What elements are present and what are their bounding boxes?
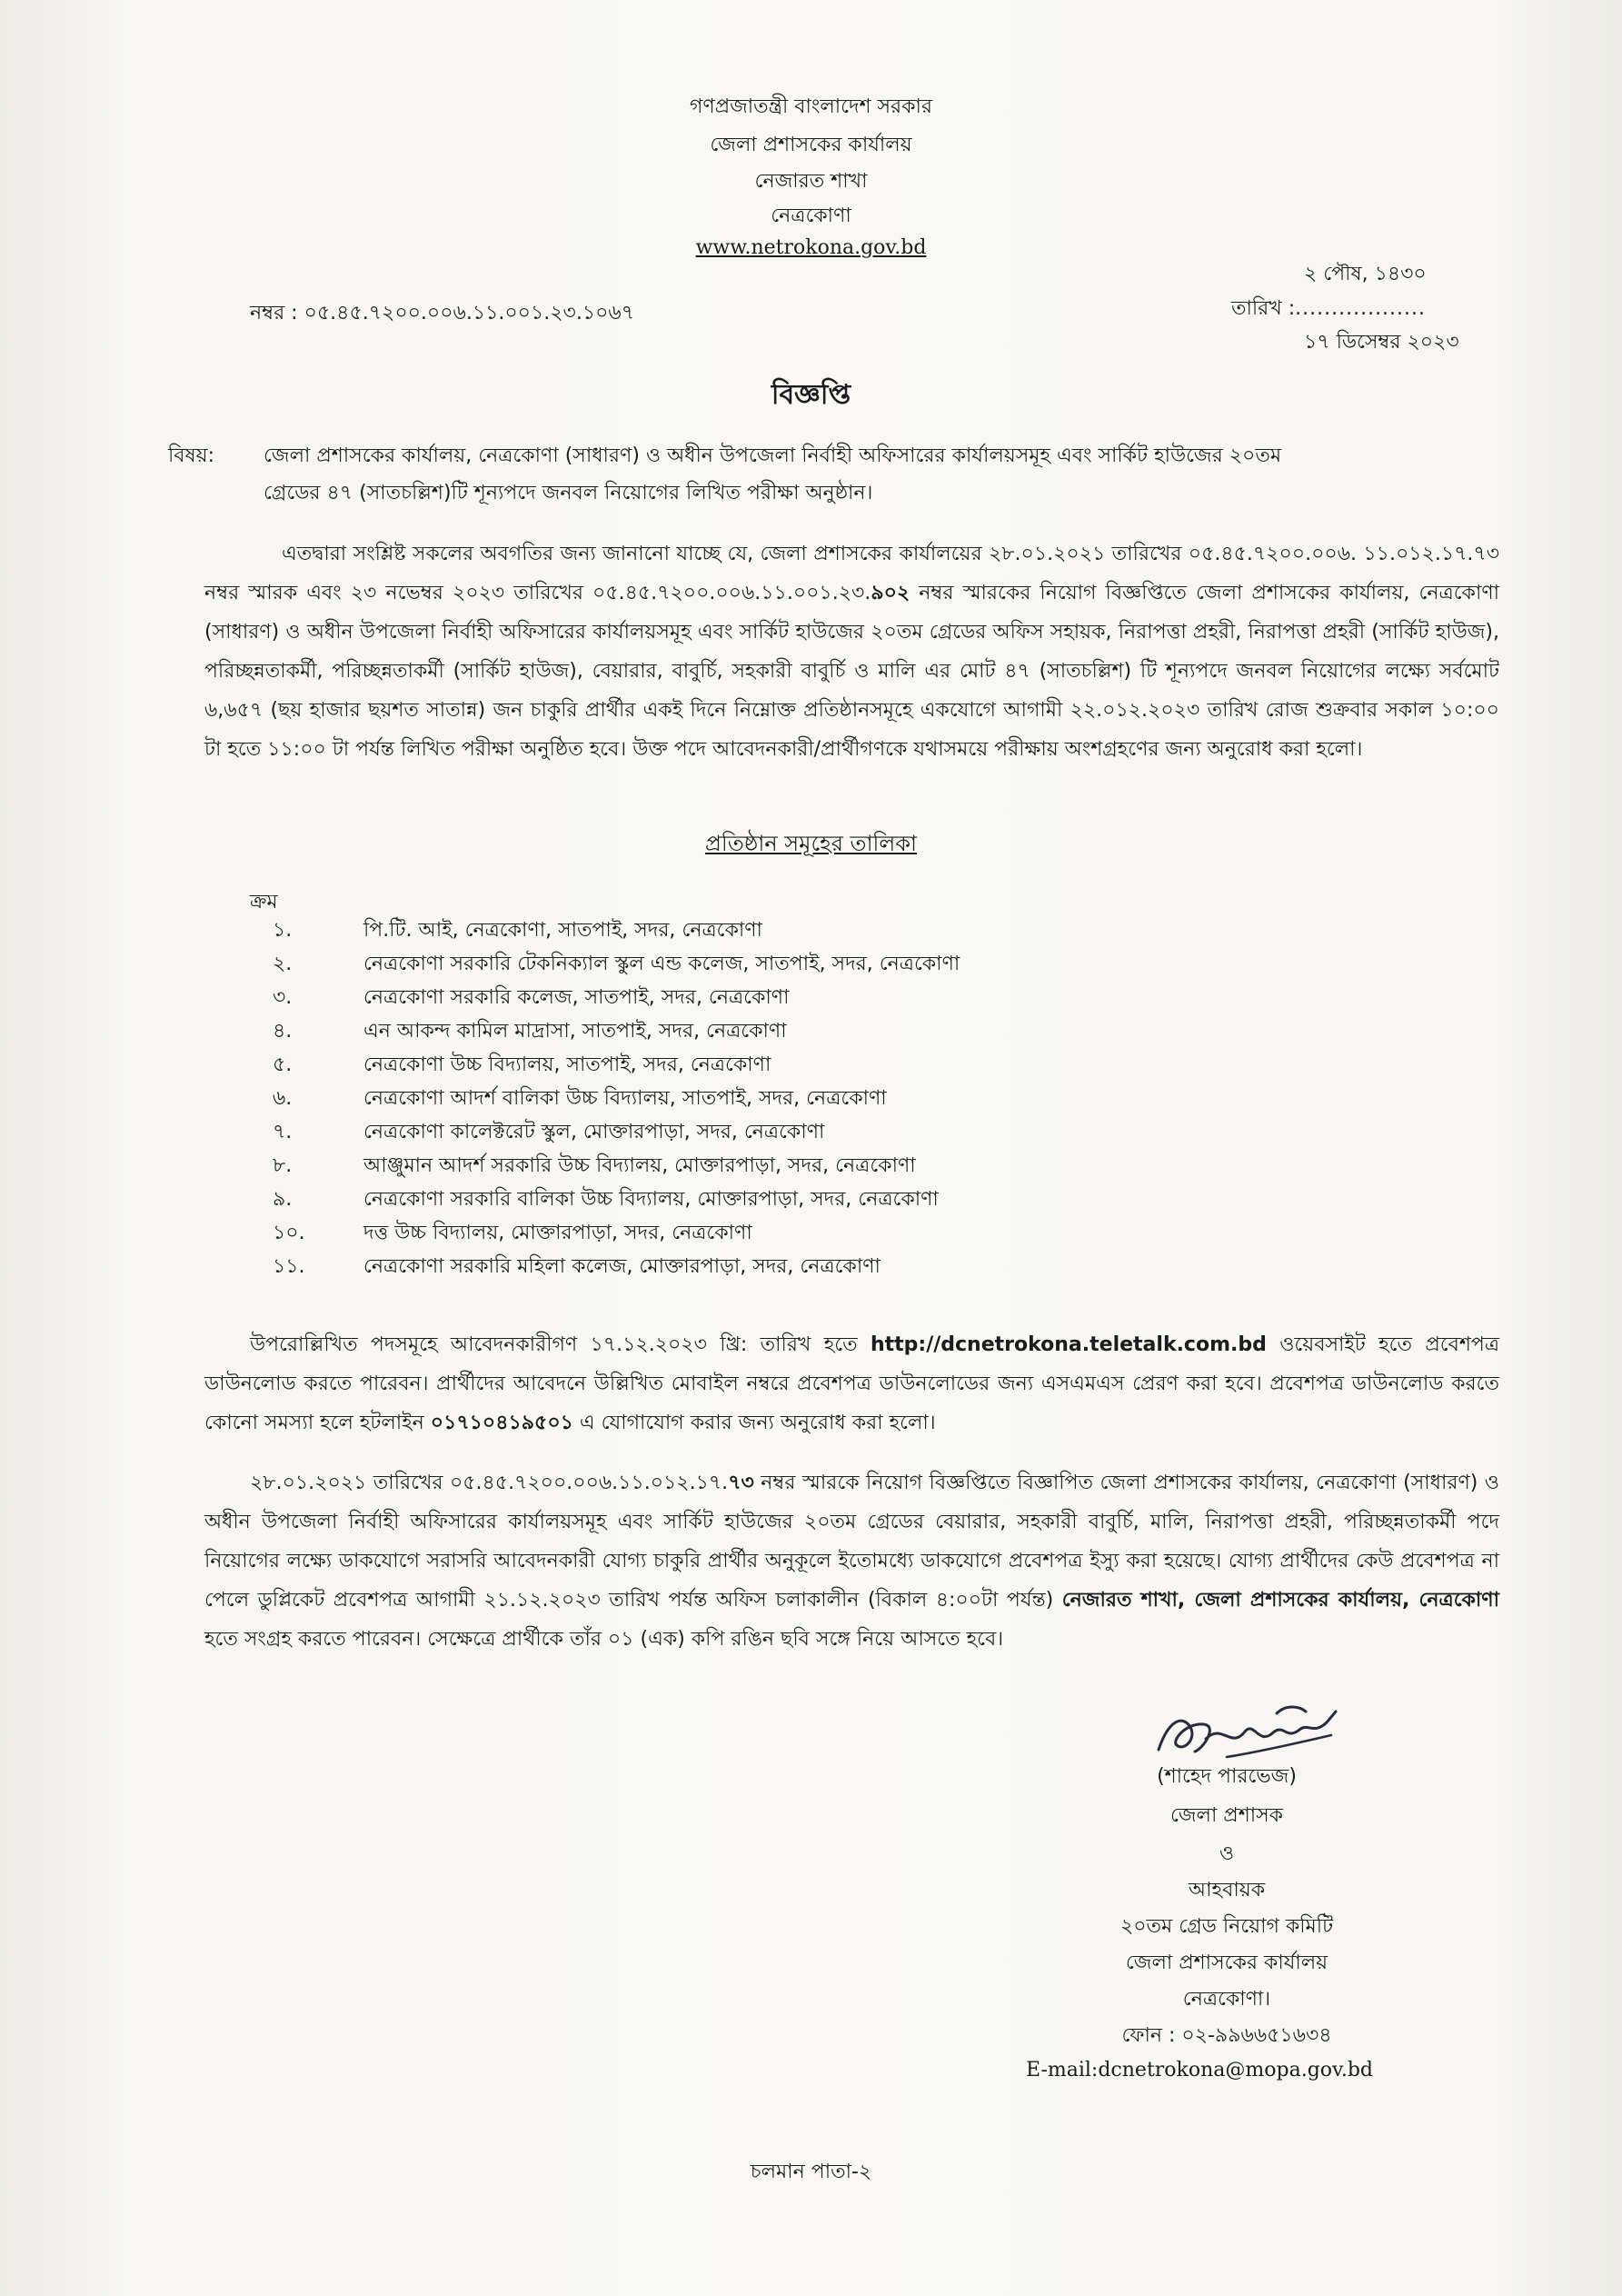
page-title: বিজ্ঞপ্তি: [771, 379, 851, 411]
list-item: ১১. নেত্রকোণা সরকারি মহিলা কলেজ, মোক্তারপাড়া, সদর, নেত্রকোণা: [273, 1255, 881, 1278]
signatory-phone: ফোন : ০২-৯৯৬৬৫১৬৩৪: [1121, 2024, 1332, 2047]
subject-line-1: জেলা প্রশাসকের কার্যালয়, নেত্রকোণা (সাধারণ) ও অধীন উপজেলা নির্বাহী অফিসারের কার্যালয়সমূহ এবং সার্কিট হাউজের ২০তম: [264, 444, 1282, 467]
list-item: ১০. দত্ত উচ্চ বিদ্যালয়, মোক্তারপাড়া, সদর, নেত্রকোণা: [273, 1222, 752, 1244]
signatory-district: নেত্রকোণা।: [1182, 1988, 1271, 2011]
date-english: ১৭ ডিসেম্বর ২০২৩: [1304, 331, 1459, 354]
branch-name: নেজারত শাখা: [754, 170, 868, 193]
list-item: ৮. আঞ্জুমান আদর্শ সরকারি উচ্চ বিদ্যালয়, মোক্তারপাড়া, সদর, নেত্রকোণা: [273, 1154, 916, 1177]
signatory-committee: ২০তম গ্রেড নিয়োগ কমিটি: [1119, 1915, 1334, 1938]
district-name: নেত্রকোণা: [771, 205, 851, 227]
body-paragraph-2: উপরোল্লিখিত পদসমূহে আবেদনকারীগণ ১৭.১২.২০২৩ খ্রি: তারিখ হতে http://dcnetrokona.teletalk.com.bd ওয়েবসাইট হতে প্রবেশপত্র ডাউনলোড করতে পারেবন। প্রার্থীদের আবেদনে উল্লিখিত মোবাইল নম্বরে প্রবেশপত্র ডাউনলোডের জন্য এসএমএস প্রেরণ করা হবে। প্রবেশপত্র ডাউনলোড করতে কোনো সমস্যা হলে হটলাইন ০১৭১০৪১৯৫০১ এ যোগাযোগ করার জন্য অনুরোধ করা হলো।: [204, 1333, 1499, 1434]
subject-label: বিষয়:: [168, 444, 215, 467]
institution-list-title: প্রতিষ্ঠান সমূহের তালিকা: [704, 831, 918, 856]
memo-number: নম্বর : ০৫.৪৫.৭২০০.০০৬.১১.০০১.২৩.১০৬৭: [250, 302, 635, 324]
list-item: ৬. নেত্রকোণা আদর্শ বালিকা উচ্চ বিদ্যালয়, সাতপাই, সদর, নেত্রকোণা: [273, 1087, 887, 1110]
list-item: ৯. নেত্রকোণা সরকারি বালিকা উচ্চ বিদ্যালয়, মোক্তারপাড়া, সদর, নেত্রকোণা: [273, 1188, 939, 1211]
hotline-number: ০১৭১০৪১৯৫০১: [430, 1412, 573, 1434]
signatory-email[interactable]: E-mail:dcnetrokona@mopa.gov.bd: [1025, 2059, 1374, 2081]
continued-page-footer: চলমান পাতা-২: [750, 2161, 872, 2183]
list-header-serial: ক্রম: [250, 891, 278, 913]
date-bangla: ২ পৌষ, ১৪৩০: [1304, 263, 1427, 285]
list-item: ৭. নেত্রকোণা কালেক্টরেট স্কুল, মোক্তারপাড়া, সদর, নেত্রকোণা: [273, 1121, 825, 1143]
admit-card-url[interactable]: http://dcnetrokona.teletalk.com.bd: [870, 1333, 1267, 1356]
list-item: ৫. নেত্রকোণা উচ্চ বিদ্যালয়, সাতপাই, সদর, নেত্রকোণা: [273, 1053, 771, 1076]
list-item: ২. নেত্রকোণা সরকারি টেকনিক্যাল স্কুল এন্ড কলেজ, সাতপাই, সদর, নেত্রকোণা: [273, 953, 960, 975]
govt-name: গণপ্রজাতন্ত্রী বাংলাদেশ সরকার: [689, 95, 933, 118]
signatory-office: জেলা প্রশাসকের কার্যালয়: [1125, 1952, 1328, 1974]
list-item: ১. পি.টি. আই, নেত্রকোণা, সাতপাই, সদর, নেত্রকোণা: [273, 919, 762, 942]
list-item: ৩. নেত্রকোণা সরকারি কলেজ, সাতপাই, সদর, নেত্রকোণা: [273, 986, 790, 1009]
institution-list: [273, 913, 1363, 1283]
body-paragraph-1: এতদ্বারা সংশ্লিষ্ট সকলের অবগতির জন্য জানানো যাচ্ছে যে, জেলা প্রশাসকের কার্যালয়ের ২৮.০১.২০২১ তারিখের ০৫.৪৫.৭২০০.০০৬. ১১.০১২.১৭.৭৩ নম্বর স্মারক এবং ২৩ নভেম্বর ২০২৩ তারিখের ০৫.৪৫.৭২০০.০০৬.১১.০০১.২৩.৯০২ নম্বর স্মারকের নিয়োগ বিজ্ঞপ্তিতে জেলা প্রশাসকের কার্যালয়, নেত্রকোণা (সাধারণ) ও অধীন উপজেলা নির্বাহী অফিসারের কার্যালয়সমূহ এবং সার্কিট হাউজের ২০তম গ্রেডের অফিস সহায়ক, নিরাপত্তা প্রহরী, নিরাপত্তা প্রহরী (সার্কিট হাউজ), পরিচ্ছন্নতাকর্মী, পরিচ্ছন্নতাকর্মী (সার্কিট হাউজ), বেয়ারার, বাবুর্চি, সহকারী বাবুর্চি ও মালি এর মোট ৪৭ (সাতচল্লিশ) টি শূন্যপদে জনবল নিয়োগের লক্ষ্যে সর্বমোট ৬,৬৫৭ (ছয় হাজার ছয়শত সাতান্ন) জন চাকুরি প্রার্থীর একই দিনে নিম্নোক্ত প্রতিষ্ঠানসমূহে একযোগে আগামী ২২.০১২.২০২৩ তারিখ রোজ শুক্রবার সকাল ১০:০০ টা হতে ১১:০০ টা পর্যন্ত লিখিত পরীক্ষা অনুষ্ঠিত হবে। উক্ত পদে আবেদনকারী/প্রার্থীগণকে যথাসময়ে পরীক্ষায় অংশগ্রহণের জন্য অনুরোধ করা হলো।: [204, 543, 1500, 761]
signatory-role: আহবায়ক: [1188, 1879, 1266, 1902]
signatory-designation: জেলা প্রশাসক: [1169, 1804, 1284, 1827]
signatory-and: ও: [1219, 1842, 1235, 1865]
website-link[interactable]: www.netrokona.gov.bd: [695, 236, 927, 259]
list-item: ৪. এন আকন্দ কামিল মাদ্রাসা, সাতপাই, সদর, নেত্রকোণা: [273, 1020, 787, 1043]
subject-line-2: গ্রেডের ৪৭ (সাতচল্লিশ)টি শূন্যপদে জনবল নিয়োগের লিখিত পরীক্ষা অনুষ্ঠান।: [264, 482, 873, 504]
office-name: জেলা প্রশাসকের কার্যালয়: [710, 134, 912, 156]
date-label: তারিখ :..................: [1231, 297, 1427, 320]
body-paragraph-3: ২৮.০১.২০২১ তারিখের ০৫.৪৫.৭২০০.০০৬.১১.০১২.১৭.৭৩ নম্বর স্মারকে নিয়োগ বিজ্ঞপ্তিতে বিজ্ঞাপিত জেলা প্রশাসকের কার্যালয়, নেত্রকোণা (সাধারণ) ও অধীন উপজেলা নির্বাহী অফিসারের কার্যালয়সমূহ এবং সার্কিট হাউজের ২০তম গ্রেডের বেয়ারার, সহকারী বাবুর্চি, মালি, নিরাপত্তা প্রহরী, পরিচ্ছন্নতাকর্মী পদে নিয়োগের লক্ষ্যে ডাকযোগে সরাসরি আবেদনকারী যোগ্য চাকুরি প্রার্থীর অনুকূলে ইতোমধ্যে ডাকযোগে প্রবেশপত্র ইস্যু করা হয়েছে। যোগ্য প্রার্থীদের কেউ প্রবেশপত্র না পেলে ডুপ্লিকেট প্রবেশপত্র আগামী ২১.১২.২০২৩ তারিখ পর্যন্ত অফিস চলাকালীন (বিকাল ৪:০০টা পর্যন্ত) নেজারত শাখা, জেলা প্রশাসকের কার্যালয়, নেত্রকোণা হতে সংগ্রহ করতে পারেবন। সেক্ষেত্রে প্রার্থীকে তাঁর ০১ (এক) কপি রঙিন ছবি সঙ্গে নিয়ে আসতে হবে।: [204, 1472, 1499, 1651]
signatory-name: (শাহেদ পারভেজ): [1157, 1765, 1297, 1788]
